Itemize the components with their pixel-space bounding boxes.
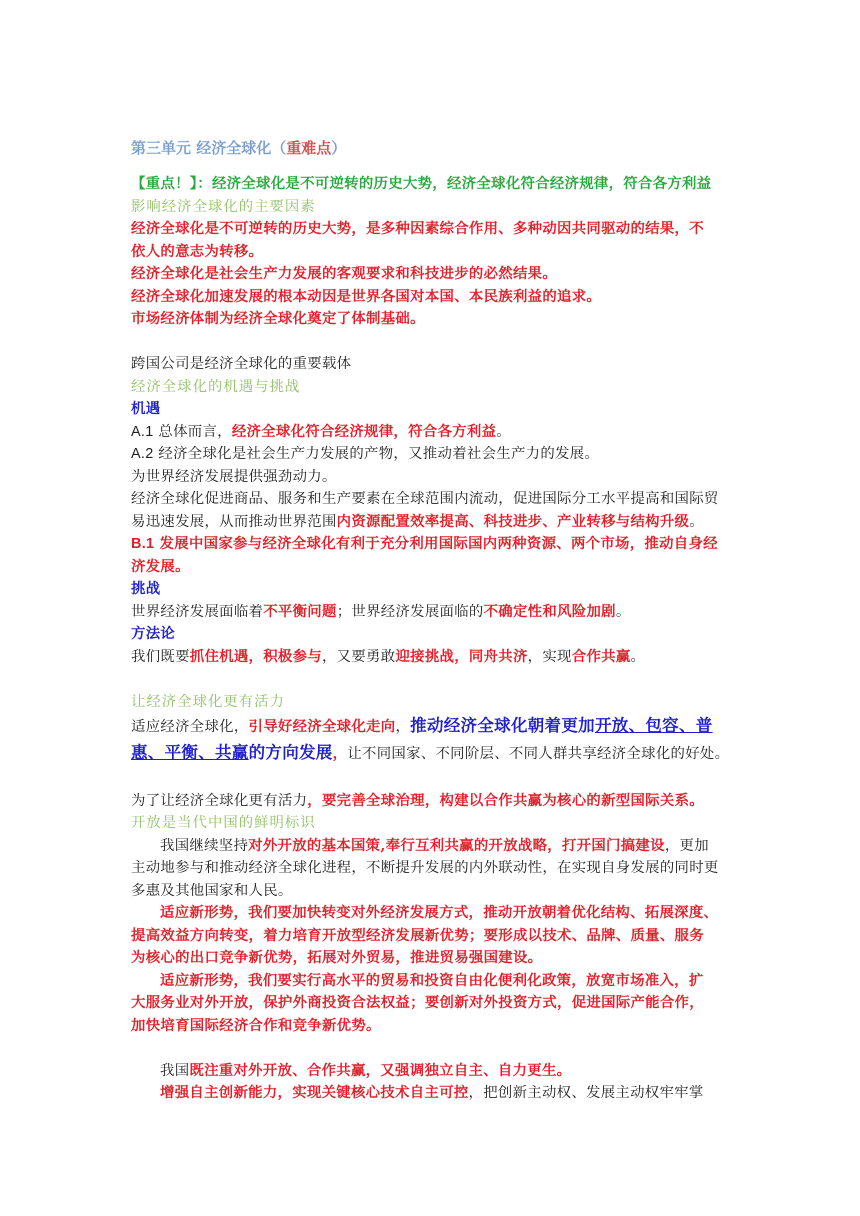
paragraph-line: 适应新形势，我们要加快转变对外经济发展方式，推动开放朝着优化结构、拓展深度、 bbox=[160, 904, 719, 921]
paragraph-line: 适应新形势，我们要实行高水平的贸易和投资自由化便利化政策，放宽市场准入，扩 bbox=[160, 971, 704, 989]
section-heading-opening: 开放是当代中国的鲜明标识 bbox=[131, 815, 316, 831]
carrier-line: 跨国公司是经济全球化的重要载体 bbox=[131, 356, 352, 372]
paragraph-line: 加快培育国际经济合作和竞争新优势。 bbox=[131, 1016, 381, 1034]
paragraph-line: 提高效益方向转变，着力培育开放型经济发展新优势；要形成以技术、品牌、质量、服务 bbox=[131, 926, 704, 944]
section-heading-factors: 影响经济全球化的主要因素 bbox=[131, 198, 316, 215]
challenge-heading: 挑战 bbox=[131, 580, 161, 597]
paragraph-line: 我国既注重对外开放、合作共赢，又强调独立自主、自力更生。 bbox=[160, 1061, 572, 1079]
unit-title: 第三单元 经济全球化（重难点） bbox=[131, 139, 347, 157]
paragraph-line: 大服务业对外开放，保护外商投资合法权益；要创新对外投资方式，促进国际产能合作， bbox=[131, 994, 704, 1011]
challenge-line: 世界经济发展面临着不平衡问题；世界经济发展面临的不确定性和风险加剧。 bbox=[131, 602, 631, 620]
point-b1: B.1 发展中国家参与经济全球化有利于充分利用国际国内两种资源、两个市场，推动自身经 bbox=[131, 535, 718, 552]
section-heading-vitality: 让经济全球化更有活力 bbox=[131, 693, 285, 710]
factor-line: 经济全球化加速发展的根本动因是世界各国对本国、本民族利益的追求。 bbox=[131, 287, 602, 305]
paragraph-line: 多惠及其他国家和人民。 bbox=[131, 882, 293, 899]
paragraph-line: 我国继续坚持对外开放的基本国策,奉行互利共赢的开放战略，打开国门搞建设，更加 bbox=[160, 836, 709, 854]
section-heading-opportunities: 经济全球化的机遇与挑战 bbox=[131, 378, 301, 395]
adapt-line-cont: 惠、平衡、共赢的方向发展，让不同国家、不同阶层、不同人群共享经济全球化的好处。 bbox=[131, 743, 730, 762]
factor-line: 经济全球化是不可逆转的历史大势，是多种因素综合作用、多种动因共同驱动的结果，不 bbox=[131, 220, 704, 237]
vitality-line: 为了让经济全球化更有活力，要完善全球治理，构建以合作共赢为核心的新型国际关系。 bbox=[131, 791, 704, 809]
methodology-line: 我们既要抓住机遇，积极参与，又要勇敢迎接挑战，同舟共济，实现合作共赢。 bbox=[131, 647, 646, 665]
factor-line: 经济全球化是社会生产力发展的客观要求和科技进步的必然结果。 bbox=[131, 265, 558, 282]
factor-line: 市场经济体制为经济全球化奠定了体制基础。 bbox=[131, 310, 425, 327]
power-line: 为世界经济发展提供强劲动力。 bbox=[131, 468, 337, 485]
point-a1: A.1 总体而言，经济全球化符合经济规律，符合各方利益。 bbox=[131, 422, 511, 440]
adapt-line: 适应经济全球化，引导好经济全球化走向，推动经济全球化朝着更加开放、包容、普 bbox=[131, 716, 713, 735]
methodology-heading: 方法论 bbox=[131, 625, 176, 642]
factor-line: 依人的意志为转移。 bbox=[131, 242, 264, 260]
document-content bbox=[131, 137, 731, 1105]
promotion-line: 易迅速发展，从而推动世界范围内资源配置效率提高、科技进步、产业转移与结构升级。 bbox=[131, 512, 704, 530]
key-point: 【重点！】：经济全球化是不可逆转的历史大势，经济全球化符合经济规律，符合各方利益 bbox=[131, 175, 712, 192]
point-b1-cont: 济发展。 bbox=[131, 557, 190, 575]
promotion-line: 经济全球化促进商品、服务和生产要素在全球范围内流动，促进国际分工水平提高和国际贸 bbox=[131, 491, 719, 507]
opportunity-heading: 机遇 bbox=[131, 400, 161, 417]
point-a2: A.2 经济全球化是社会生产力发展的产物，又推动着社会生产力的发展。 bbox=[131, 446, 600, 462]
paragraph-line: 增强自主创新能力，实现关键核心技术自主可控，把创新主动权、发展主动权牢牢掌 bbox=[160, 1084, 704, 1101]
paragraph-line: 为核心的出口竞争新优势，拓展对外贸易，推进贸易强国建设。 bbox=[131, 949, 543, 966]
paragraph-line: 主动地参与和推动经济全球化进程，不断提升发展的内外联动性，在实现自身发展的同时更 bbox=[131, 860, 719, 876]
